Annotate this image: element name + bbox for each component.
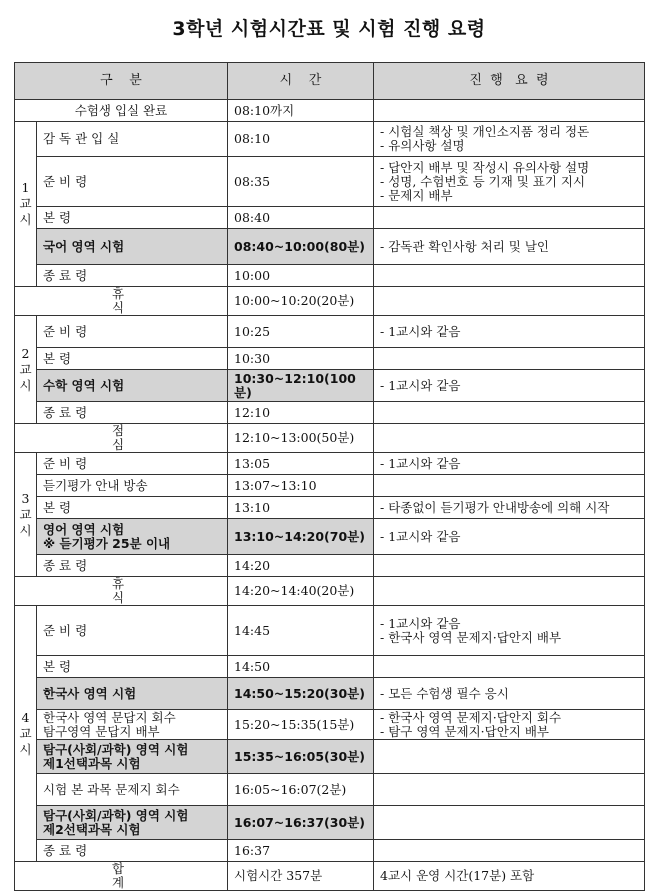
item-notes xyxy=(374,207,645,229)
break1-row xyxy=(15,287,645,316)
item-notes xyxy=(374,740,645,774)
break2-time: 14:20~14:40(20분) xyxy=(228,577,374,606)
item-time: 10:25 xyxy=(228,316,374,348)
table-row xyxy=(15,840,645,862)
item-name: 준 비 령 xyxy=(37,453,228,475)
table-row xyxy=(15,606,645,656)
table-row xyxy=(15,122,645,157)
item-name: 종 료 령 xyxy=(37,402,228,424)
exam-schedule-table xyxy=(14,62,645,891)
p3-period-label: 3 교 시 xyxy=(15,453,37,577)
pre-time: 08:10까지 xyxy=(228,100,374,122)
item-name: 시험 본 과목 문제지 회수 xyxy=(37,774,228,806)
table-row xyxy=(15,229,645,265)
table-row xyxy=(15,497,645,519)
item-notes: - 모든 수험생 필수 응시 xyxy=(374,678,645,710)
table-row xyxy=(15,519,645,555)
item-time: 12:10 xyxy=(228,402,374,424)
total-note: 4교시 운영 시간(17분) 포함 xyxy=(374,862,645,891)
item-notes xyxy=(374,806,645,840)
p2-period-label: 2 교 시 xyxy=(15,316,37,424)
lunch-label: 점 심 xyxy=(15,424,228,453)
table-row xyxy=(15,678,645,710)
break1-label: 휴 식 xyxy=(15,287,228,316)
schedule-body xyxy=(15,100,645,891)
lunch-row xyxy=(15,424,645,453)
item-time: 08:10 xyxy=(228,122,374,157)
item-notes: - 시험실 책상 및 개인소지품 정리 정돈 - 유의사항 설명 xyxy=(374,122,645,157)
total-label: 합 계 xyxy=(15,862,228,891)
table-row xyxy=(15,370,645,402)
total-time: 시험시간 357분 xyxy=(228,862,374,891)
item-name: 본 령 xyxy=(37,497,228,519)
item-time: 14:45 xyxy=(228,606,374,656)
table-row xyxy=(15,316,645,348)
item-notes xyxy=(374,402,645,424)
item-notes xyxy=(374,840,645,862)
item-notes xyxy=(374,475,645,497)
item-notes: - 타종없이 듣기평가 안내방송에 의해 시작 xyxy=(374,497,645,519)
pre-row xyxy=(15,100,645,122)
table-row xyxy=(15,740,645,774)
table-row xyxy=(15,265,645,287)
item-notes xyxy=(374,555,645,577)
item-time: 16:05~16:07(2분) xyxy=(228,774,374,806)
item-name: 본 령 xyxy=(37,207,228,229)
item-notes: - 한국사 영역 문제지·답안지 회수 - 탐구 영역 문제지·답안지 배부 xyxy=(374,710,645,740)
item-name: 감 독 관 입 실 xyxy=(37,122,228,157)
item-notes: - 1교시와 같음 xyxy=(374,519,645,555)
table-row xyxy=(15,656,645,678)
item-time: 13:05 xyxy=(228,453,374,475)
item-name: 종 료 령 xyxy=(37,265,228,287)
item-notes xyxy=(374,348,645,370)
table-row xyxy=(15,774,645,806)
table-row xyxy=(15,207,645,229)
table-row xyxy=(15,348,645,370)
item-name: 탐구(사회/과학) 영역 시험 제1선택과목 시험 xyxy=(37,740,228,774)
break1-time: 10:00~10:20(20분) xyxy=(228,287,374,316)
item-time: 16:37 xyxy=(228,840,374,862)
break1-note xyxy=(374,287,645,316)
item-notes: - 1교시와 같음 xyxy=(374,370,645,402)
header-row xyxy=(15,63,645,100)
table-row xyxy=(15,555,645,577)
item-time: 15:20~15:35(15분) xyxy=(228,710,374,740)
break2-note xyxy=(374,577,645,606)
break2-label: 휴 식 xyxy=(15,577,228,606)
item-time: 08:35 xyxy=(228,157,374,207)
pre-note xyxy=(374,100,645,122)
item-time: 10:30 xyxy=(228,348,374,370)
item-notes: - 감독관 확인사항 처리 및 날인 xyxy=(374,229,645,265)
item-time: 13:10 xyxy=(228,497,374,519)
table-row xyxy=(15,157,645,207)
item-notes: - 답안지 배부 및 작성시 유의사항 설명 - 성명, 수험번호 등 기재 및 표기 지시 - 문제지 배부 xyxy=(374,157,645,207)
page-title: 3학년 시험시간표 및 시험 진행 요령 xyxy=(172,18,486,40)
item-notes xyxy=(374,265,645,287)
item-name: 듣기평가 안내 방송 xyxy=(37,475,228,497)
item-notes: - 1교시와 같음 xyxy=(374,453,645,475)
item-name: 한국사 영역 문답지 회수 탐구영역 문답지 배부 xyxy=(37,710,228,740)
table-row xyxy=(15,806,645,840)
item-time: 14:50 xyxy=(228,656,374,678)
item-name: 준 비 령 xyxy=(37,606,228,656)
header-time: 시 간 xyxy=(228,63,374,100)
item-time: 14:50~15:20(30분) xyxy=(228,678,374,710)
item-notes: - 1교시와 같음 xyxy=(374,316,645,348)
item-time: 13:10~14:20(70분) xyxy=(228,519,374,555)
item-time: 14:20 xyxy=(228,555,374,577)
item-name: 한국사 영역 시험 xyxy=(37,678,228,710)
table-row xyxy=(15,402,645,424)
item-name: 영어 영역 시험 ※ 듣기평가 25분 이내 xyxy=(37,519,228,555)
item-notes xyxy=(374,656,645,678)
item-time: 13:07~13:10 xyxy=(228,475,374,497)
pre-label: 수험생 입실 완료 xyxy=(15,100,228,122)
table-row xyxy=(15,710,645,740)
item-time: 08:40 xyxy=(228,207,374,229)
break2-row xyxy=(15,577,645,606)
header-procedure: 진 행 요 령 xyxy=(374,63,645,100)
p1-period-label: 1 교 시 xyxy=(15,122,37,287)
item-name: 탐구(사회/과학) 영역 시험 제2선택과목 시험 xyxy=(37,806,228,840)
item-time: 10:30~12:10(100분) xyxy=(228,370,374,402)
item-name: 수학 영역 시험 xyxy=(37,370,228,402)
table-row xyxy=(15,453,645,475)
item-name: 준 비 령 xyxy=(37,157,228,207)
lunch-note xyxy=(374,424,645,453)
item-name: 종 료 령 xyxy=(37,555,228,577)
item-notes: - 1교시와 같음 - 한국사 영역 문제지·답안지 배부 xyxy=(374,606,645,656)
item-time: 10:00 xyxy=(228,265,374,287)
item-name: 국어 영역 시험 xyxy=(37,229,228,265)
item-name: 준 비 령 xyxy=(37,316,228,348)
table-row xyxy=(15,475,645,497)
item-time: 08:40~10:00(80분) xyxy=(228,229,374,265)
item-time: 15:35~16:05(30분) xyxy=(228,740,374,774)
header-category: 구 분 xyxy=(15,63,228,100)
item-name: 종 료 령 xyxy=(37,840,228,862)
p4-period-label: 4 교 시 xyxy=(15,606,37,862)
item-name: 본 령 xyxy=(37,656,228,678)
item-time: 16:07~16:37(30분) xyxy=(228,806,374,840)
item-notes xyxy=(374,774,645,806)
lunch-time: 12:10~13:00(50분) xyxy=(228,424,374,453)
total-row xyxy=(15,862,645,891)
item-name: 본 령 xyxy=(37,348,228,370)
